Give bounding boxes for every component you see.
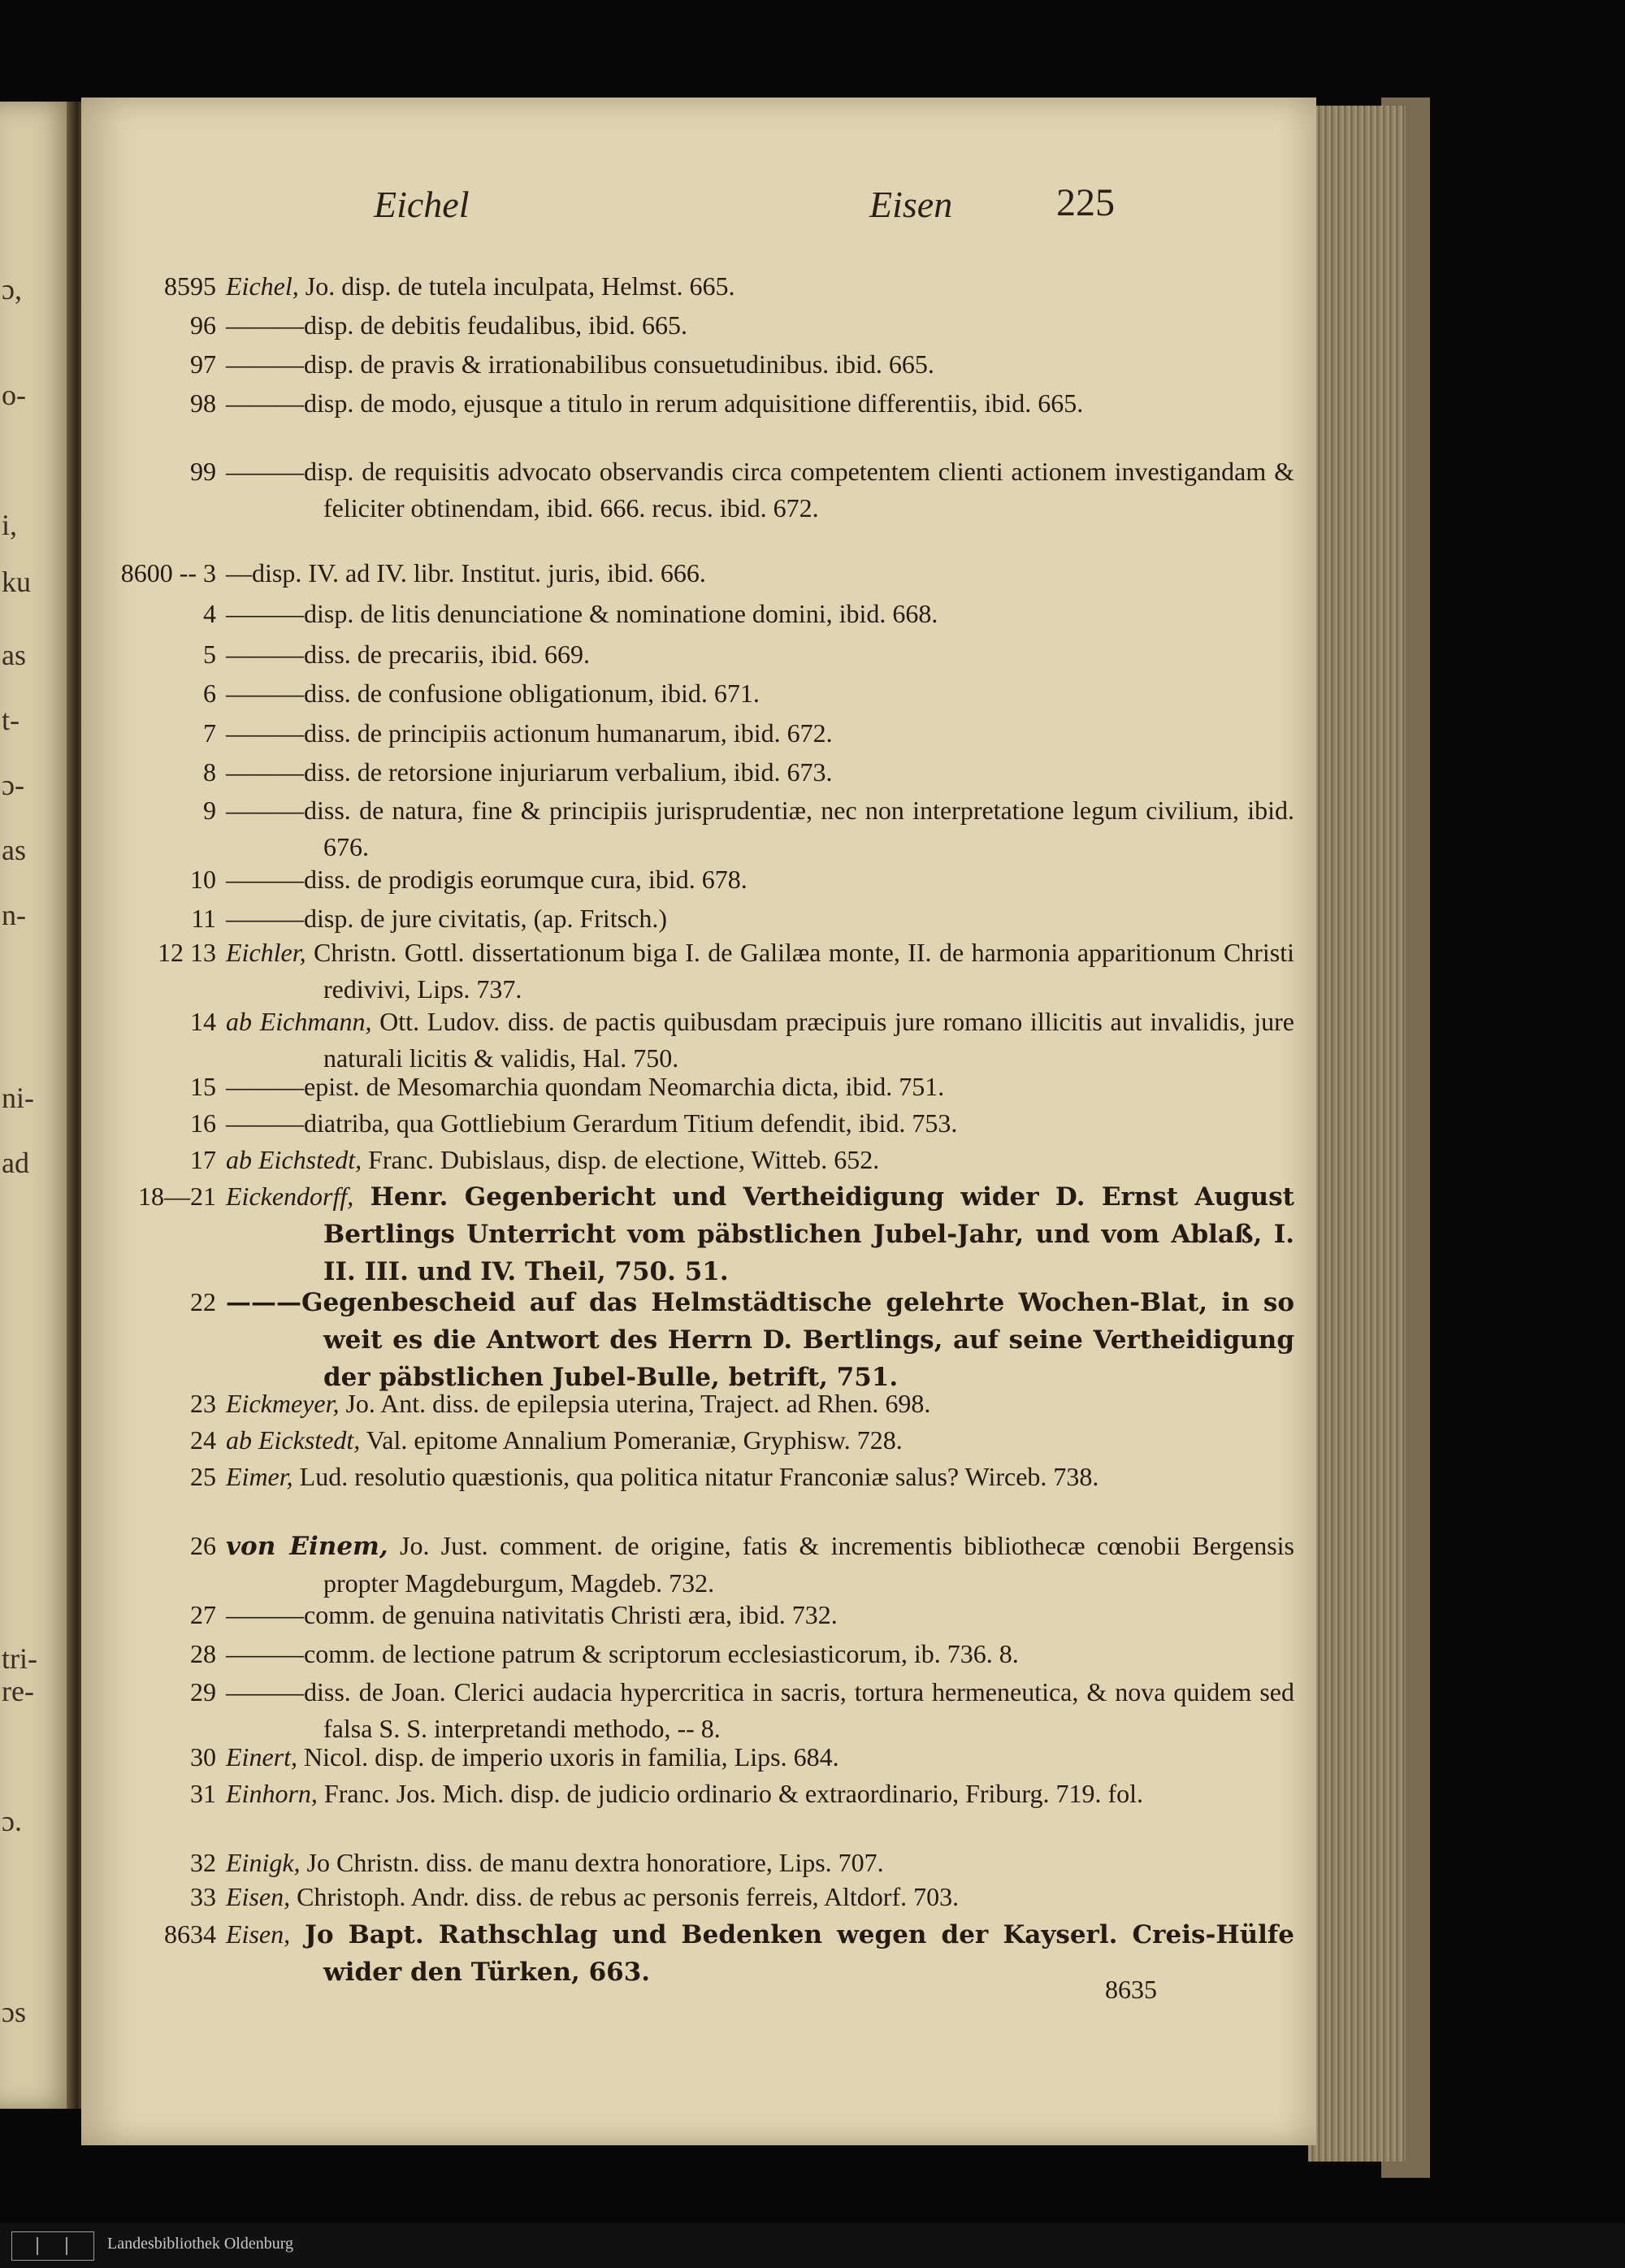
entry-number: 7 [203, 718, 216, 748]
left-page-edge [0, 102, 73, 2109]
left-fragment: ɔ, [2, 273, 22, 306]
entry-description: Nicol. disp. de imperio uxoris in familia, Lips. 684. [297, 1742, 839, 1771]
left-fragment: ad [2, 1147, 29, 1179]
entry-text [226, 1597, 1294, 1633]
entry-text [226, 900, 1294, 937]
entry-text [226, 1142, 1294, 1178]
entry-text [226, 861, 1294, 898]
entry-text [226, 1105, 1294, 1142]
left-fragment: ni- [2, 1082, 34, 1114]
footer-bar [0, 2223, 1625, 2268]
entry-text [226, 346, 1294, 383]
left-fragment: i, [2, 509, 18, 541]
entry-number: 25 [190, 1462, 216, 1491]
entry-description: ———disp. de modo, ejusque a titulo in rerum adquisitione differentiis, ibid. 665. [226, 388, 1084, 418]
entry-description: ———diss. de confusione obligationum, ibid. 671. [226, 679, 760, 708]
entry-number: 8 [203, 757, 216, 787]
entry-description: ———disp. de pravis & irrationabilibus consuetudinibus. ibid. 665. [226, 349, 934, 379]
entry-description: ———diss. de natura, fine & principiis jurisprudentiæ, nec non interpretatione legum civilium, ibid. 676. [226, 796, 1294, 861]
entry-description: Henr. Gegenbericht und Vertheidigung wider D. Ernst August Bertlings Unterricht vom päbstlichen Jubel-Jahr, und vom Ablaß, I. II. III. und IV. Theil, 750. 51. [323, 1182, 1294, 1286]
entry-number: 5 [203, 640, 216, 669]
entry-number: 12 13 [158, 938, 216, 967]
entry-author: Einigk, [226, 1848, 301, 1877]
entry-text [226, 1178, 1294, 1290]
entry-description: Christoph. Andr. diss. de rebus ac personis ferreis, Altdorf. 703. [290, 1882, 960, 1911]
entry-text [226, 715, 1294, 752]
entry-description: ———diatriba, qua Gottliebium Gerardum Titium defendit, ibid. 753. [226, 1108, 958, 1138]
entry-description: Val. epitome Annalium Pomeraniæ, Gryphisw. 728. [360, 1425, 903, 1455]
library-name: Landesbibliothek Oldenburg [107, 2235, 294, 2253]
entry-text [226, 754, 1294, 791]
left-fragment: ɔ. [2, 1805, 22, 1837]
left-fragment: n- [2, 899, 26, 931]
catchword: 8635 [1105, 1975, 1157, 2004]
entry-author: Eichel, [226, 271, 299, 301]
entry-text [226, 675, 1294, 712]
entry-description: ———Gegenbescheid auf das Helmstädtische gelehrte Wochen-Blat, in so weit es die Antwort des Herrn D. Bertlings, auf seine Vertheidigung der päbstlichen Jubel-Bulle, betrift, 751. [226, 1288, 1294, 1392]
entry-description: Franc. Dubislaus, disp. de electione, Witteb. 652. [362, 1145, 880, 1174]
entry-author: Eimer, [226, 1462, 293, 1491]
entry-author: Eickmeyer, [226, 1389, 340, 1418]
left-fragment: as [2, 834, 26, 866]
entry-number: 29 [190, 1677, 216, 1706]
library-logo-icon [11, 2231, 94, 2261]
entry-number: 96 [190, 310, 216, 340]
entry-text [226, 1845, 1294, 1881]
left-fragment: as [2, 639, 26, 671]
entry-description: Jo. Ant. diss. de epilepsia uterina, Traject. ad Rhen. 698. [339, 1389, 931, 1418]
entry-number: 98 [190, 388, 216, 418]
entry-number: 22 [190, 1287, 216, 1316]
running-head-left: Eichel [374, 184, 470, 225]
left-fragment: ku [2, 566, 31, 598]
entry-author: ab Eickstedt, [226, 1425, 361, 1455]
entry-text [226, 935, 1294, 1008]
entry-text [226, 307, 1294, 344]
entry-number: 26 [190, 1531, 216, 1560]
entry-text [226, 1674, 1294, 1747]
entry-description: ———disp. de requisitis advocato observandis circa competentem clienti actionem investigandam & feliciter obtinendam, ibid. 666. recus. ibid. 672. [226, 457, 1294, 523]
entry-text [226, 268, 1294, 305]
entry-number: 23 [190, 1389, 216, 1418]
entry-description: Jo. Just. comment. de origine, fatis & incrementis bibliothecæ cœnobii Bergensis propter Magdeburgum, Magdeb. 732. [323, 1531, 1295, 1598]
entry-number: 99 [190, 457, 216, 486]
entry-text [226, 1636, 1294, 1672]
entry-number: 10 [190, 865, 216, 894]
entry-number: 8600 -- 3 [120, 558, 216, 588]
left-fragment: tri- [2, 1642, 37, 1675]
entry-number: 97 [190, 349, 216, 379]
entry-description: ———diss. de principiis actionum humanarum, ibid. 672. [226, 718, 833, 748]
entry-text [226, 1459, 1294, 1495]
entry-description: ———comm. de lectione patrum & scriptorum ecclesiasticorum, ib. 736. 8. [226, 1639, 1019, 1668]
entry-description: Jo. disp. de tutela inculpata, Helmst. 665. [298, 271, 735, 301]
entry-number: 31 [190, 1779, 216, 1808]
entry-number: 4 [203, 599, 216, 628]
entry-number: 6 [203, 679, 216, 708]
entry-description: ———disp. de debitis feudalibus, ibid. 665. [226, 310, 687, 340]
entry-author: Eichler, [226, 938, 306, 967]
entry-number: 30 [190, 1742, 216, 1771]
entry-author: Eisen, [226, 1919, 291, 1949]
entry-description: Jo Bapt. Rathschlag und Bedenken wegen der Kayserl. Creis-Hülfe wider den Türken, 663. [290, 1920, 1294, 1987]
page-edges [1308, 106, 1406, 2162]
entry-text [226, 385, 1294, 422]
entry-number: 32 [190, 1848, 216, 1877]
left-fragment: o- [2, 379, 26, 411]
entry-text [226, 596, 1294, 632]
entry-text [226, 555, 1294, 592]
entry-description: Ott. Ludov. diss. de pactis quibusdam præcipuis jure romano illicitis aut invalidis, jure naturali licitis & validis, Hal. 750. [323, 1007, 1295, 1073]
entry-number: 9 [203, 796, 216, 825]
entry-text [226, 792, 1294, 865]
entry-description: Christn. Gottl. dissertationum biga I. de Galilæa monte, II. de harmonia apparitionum Christi redivivi, Lips. 737. [306, 938, 1294, 1004]
entry-number: 33 [190, 1882, 216, 1911]
entry-number: 16 [190, 1108, 216, 1138]
entry-text [226, 1776, 1294, 1812]
entry-number: 18—21 [138, 1182, 216, 1211]
entry-text [226, 636, 1294, 673]
entry-text [226, 1004, 1294, 1077]
entry-text [226, 1069, 1294, 1105]
entry-text [226, 1422, 1294, 1459]
entry-number: 14 [190, 1007, 216, 1036]
entry-author: von Einem, [226, 1532, 388, 1561]
entry-number: 8634 [164, 1919, 216, 1949]
entry-number: 8595 [164, 271, 216, 301]
entry-text [226, 1739, 1294, 1776]
entry-text [226, 453, 1294, 527]
entry-text [226, 1284, 1294, 1396]
entry-description: Franc. Jos. Mich. disp. de judicio ordinario & extraordinario, Friburg. 719. fol. [317, 1779, 1144, 1808]
entry-number: 28 [190, 1639, 216, 1668]
entry-description: ———disp. de litis denunciatione & nominatione domini, ibid. 668. [226, 599, 938, 628]
entry-description: ———epist. de Mesomarchia quondam Neomarchia dicta, ibid. 751. [226, 1072, 945, 1101]
entry-description: ———diss. de retorsione injuriarum verbalium, ibid. 673. [226, 757, 833, 787]
entry-description: ———diss. de Joan. Clerici audacia hypercritica in sacris, tortura hermeneutica, & nova quidem sed falsa S. S. interpretandi methodo, -- 8. [226, 1677, 1294, 1743]
entry-author: ab Eichstedt, [226, 1145, 362, 1174]
entry-number: 17 [190, 1145, 216, 1174]
entry-description: Lud. resolutio quæstionis, qua politica nitatur Franconiæ salus? Wirceb. 738. [292, 1462, 1099, 1491]
entry-author: Eisen, [226, 1882, 291, 1911]
entry-description: ———diss. de prodigis eorumque cura, ibid. 678. [226, 865, 748, 894]
entry-number: 15 [190, 1072, 216, 1101]
entry-author: Einhorn, [226, 1779, 318, 1808]
entry-text [226, 1386, 1294, 1422]
entry-author: Eickendorff, [226, 1182, 354, 1211]
page-number: 225 [1056, 181, 1115, 224]
entry-description: Jo Christn. diss. de manu dextra honoratiore, Lips. 707. [300, 1848, 884, 1877]
left-fragment: ɔ- [2, 769, 24, 801]
entry-text [226, 1528, 1294, 1602]
entry-number: 11 [191, 904, 216, 933]
entry-author: Einert, [226, 1742, 297, 1771]
running-head-right: Eisen [869, 184, 953, 225]
left-fragment: ɔs [2, 1996, 26, 2028]
entry-number: 27 [190, 1600, 216, 1629]
entry-description: ———diss. de precariis, ibid. 669. [226, 640, 590, 669]
left-fragment: re- [2, 1675, 34, 1707]
left-fragment: t- [2, 704, 20, 736]
entry-number: 24 [190, 1425, 216, 1455]
entry-description: —disp. IV. ad IV. libr. Institut. juris, ibid. 666. [226, 558, 706, 588]
entry-description: ———comm. de genuina nativitatis Christi æra, ibid. 732. [226, 1600, 838, 1629]
entry-text [226, 1879, 1294, 1915]
entry-author: ab Eichmann, [226, 1007, 372, 1036]
entry-description: ———disp. de jure civitatis, (ap. Fritsch.) [226, 904, 668, 933]
